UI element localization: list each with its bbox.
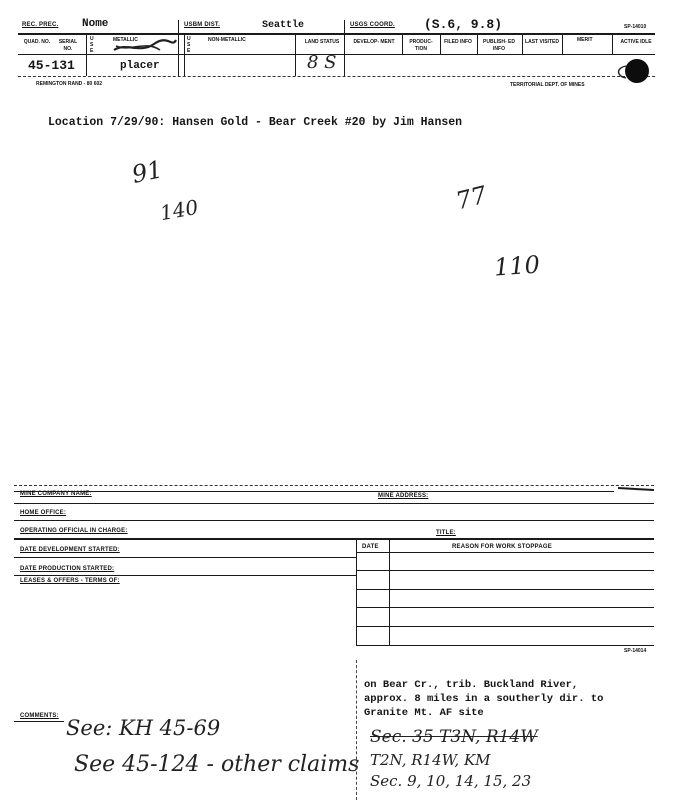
metallic-value: placer [120, 60, 160, 72]
col-quad-no: QUAD. NO. [23, 39, 51, 45]
footer-right: TERRITORIAL DEPT. OF MINES [510, 82, 585, 88]
form-code-top: SP-14010 [624, 24, 647, 30]
active-idle-dot [625, 59, 649, 83]
header-rule-bottom [18, 76, 655, 77]
comments-label: COMMENTS: [20, 713, 59, 719]
usgs-coord-value: (S.6, 9.8) [424, 17, 503, 32]
col-development: DEVELOP- MENT [353, 39, 395, 45]
location-line: Location 7/29/90: Hansen Gold - Bear Creek #20 by Jim Hansen [48, 116, 463, 129]
date-development-label: DATE DEVELOPMENT STARTED: [20, 547, 120, 553]
col-merit: MERIT [577, 37, 593, 43]
col-published-info: PUBLISH- ED INFO [483, 39, 515, 52]
usgs-coord-label: USGS COORD. [350, 22, 395, 28]
col-production: PRODUC- TION [409, 39, 433, 52]
rec-prec-value: Nome [82, 18, 109, 30]
typed-note-2: approx. 8 miles in a southerly dir. to [364, 693, 604, 705]
hand-sec-struck: Sec. 35 T3N, R14W [370, 727, 538, 747]
hand-sections: Sec. 9, 10, 14, 15, 23 [370, 772, 532, 790]
col-last-visited: LAST VISITED [525, 39, 559, 45]
usbm-dist-value: Seattle [262, 20, 305, 31]
form-code-bottom: SP-14014 [624, 648, 647, 654]
footer-left: REMINGTON RAND - 80 602 [36, 81, 103, 87]
handwritten-140: 140 [158, 194, 200, 226]
comment-see-1: See: KH 45-69 [66, 716, 221, 740]
col-land-status: LAND STATUS [304, 39, 340, 45]
quad-serial-value: 45-131 [28, 58, 75, 73]
handwritten-77: 77 [453, 180, 490, 216]
leases-label: LEASES & OFFERS - TERMS OF: [20, 578, 120, 584]
home-office-label: HOME OFFICE: [20, 510, 67, 516]
header-rule-top [18, 33, 655, 35]
col-filed-info: FILED INFO [444, 39, 472, 45]
col-active-idle: ACTIVE IDLE [620, 39, 652, 45]
reason-col-header: REASON FOR WORK STOPPAGE [452, 544, 552, 550]
comment-see-2: See 45-124 - other claims [74, 752, 360, 777]
col-non-metallic: NON-METALLIC [208, 37, 246, 43]
mine-address-label: MINE ADDRESS: [378, 493, 429, 499]
handwritten-110: 110 [493, 250, 541, 282]
operating-official-label: OPERATING OFFICIAL IN CHARGE: [20, 528, 128, 534]
typed-note-3: Granite Mt. AF site [364, 707, 484, 719]
scribble-mark [110, 36, 180, 58]
date-production-label: DATE PRODUCTION STARTED: [20, 566, 115, 572]
rec-prec-label: REC. PREC. [22, 22, 59, 28]
mine-company-name-label: MINE COMPANY NAME: [20, 491, 92, 497]
col-serial-no: SERIAL NO. [58, 39, 78, 52]
title-label: TITLE: [436, 530, 456, 536]
usbm-dist-label: USBM DIST. [184, 22, 221, 28]
date-col-header: DATE [362, 544, 379, 550]
land-status-value: 8 S [307, 52, 337, 73]
col-metallic: METALLIC [113, 37, 138, 43]
active-circle-stroke [614, 64, 628, 80]
typed-note-1: on Bear Cr., trib. Buckland River, [364, 679, 579, 691]
hand-township: T2N, R14W, KM [370, 751, 491, 769]
handwritten-91: 91 [129, 155, 166, 189]
